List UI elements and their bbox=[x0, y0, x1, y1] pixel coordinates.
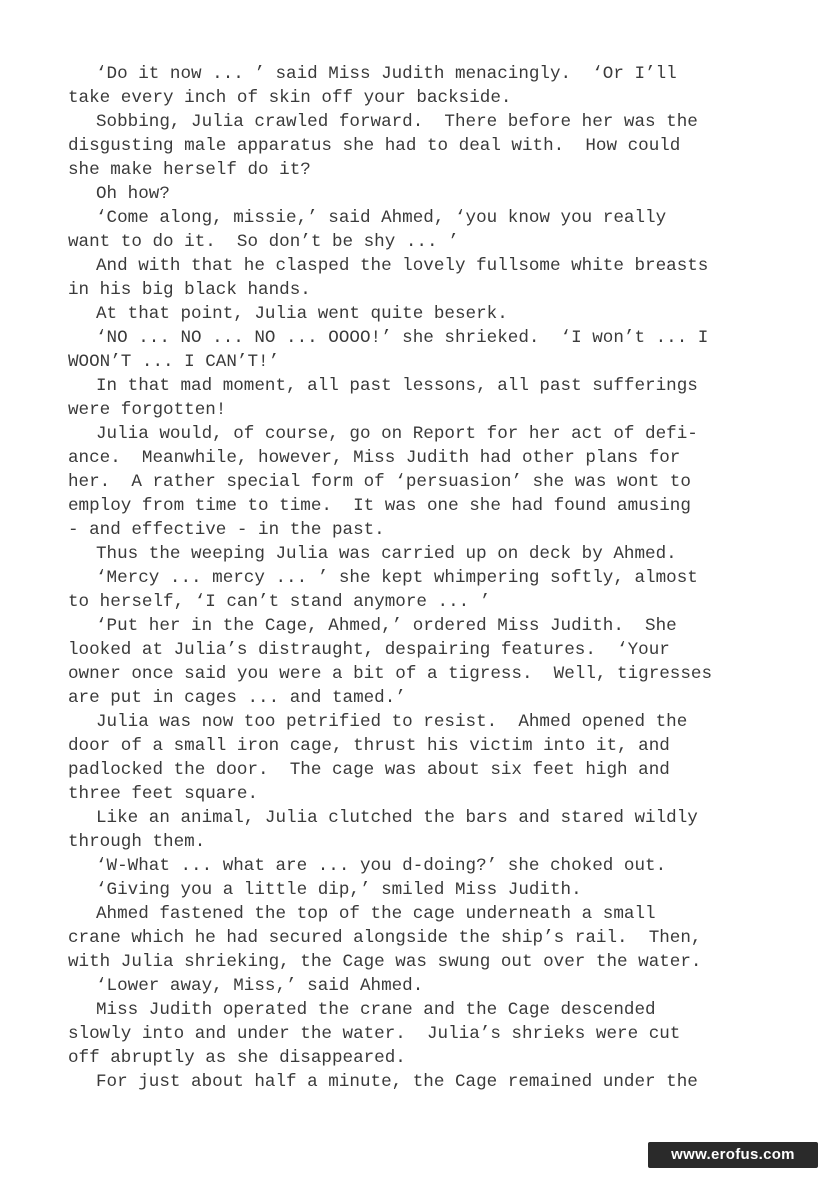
text-line: ‘Mercy ... mercy ... ’ she kept whimpering softly, almost bbox=[96, 568, 698, 588]
text-line: At that point, Julia went quite beserk. bbox=[96, 304, 508, 324]
text-line: door of a small iron cage, thrust his victim into it, and bbox=[68, 736, 670, 756]
text-line: Oh how? bbox=[96, 184, 170, 204]
text-line: Julia was now too petrified to resist. Ahmed opened the bbox=[96, 712, 688, 732]
watermark-text: www.erofus.com bbox=[671, 1146, 795, 1163]
text-line: to herself, ‘I can’t stand anymore ... ’ bbox=[68, 592, 491, 612]
text-line: Miss Judith operated the crane and the Cage descended bbox=[96, 1000, 656, 1020]
text-line: she make herself do it? bbox=[68, 160, 311, 180]
text-line: For just about half a minute, the Cage remained under the bbox=[96, 1072, 698, 1092]
text-line: And with that he clasped the lovely fullsome white breasts bbox=[96, 256, 709, 276]
watermark-badge[interactable] bbox=[648, 1142, 818, 1168]
text-line: owner once said you were a bit of a tigress. Well, tigresses bbox=[68, 664, 713, 684]
text-line: slowly into and under the water. Julia’s shrieks were cut bbox=[68, 1024, 681, 1044]
text-line: ‘Come along, missie,’ said Ahmed, ‘you know you really bbox=[96, 208, 667, 228]
text-line: Julia would, of course, go on Report for her act of defi- bbox=[96, 424, 698, 444]
text-line: - and effective - in the past. bbox=[68, 520, 385, 540]
text-line: take every inch of skin off your backside. bbox=[68, 88, 512, 108]
text-line: ance. Meanwhile, however, Miss Judith had other plans for bbox=[68, 448, 681, 468]
text-line: disgusting male apparatus she had to deal with. How could bbox=[68, 136, 681, 156]
text-line: were forgotten! bbox=[68, 400, 227, 420]
text-line: In that mad moment, all past lessons, all past sufferings bbox=[96, 376, 698, 396]
text-line: ‘Put her in the Cage, Ahmed,’ ordered Miss Judith. She bbox=[96, 616, 677, 636]
text-line: three feet square. bbox=[68, 784, 259, 804]
text-line: Like an animal, Julia clutched the bars and stared wildly bbox=[96, 808, 698, 828]
text-line: in his big black hands. bbox=[68, 280, 311, 300]
text-line: looked at Julia’s distraught, despairing features. ‘Your bbox=[68, 640, 670, 660]
text-line: ‘W-What ... what are ... you d-doing?’ she choked out. bbox=[96, 856, 667, 876]
text-line: padlocked the door. The cage was about six feet high and bbox=[68, 760, 670, 780]
text-line: are put in cages ... and tamed.’ bbox=[68, 688, 406, 708]
text-line: crane which he had secured alongside the ship’s rail. Then, bbox=[68, 928, 702, 948]
text-line: through them. bbox=[68, 832, 206, 852]
text-line: her. A rather special form of ‘persuasion’ she was wont to bbox=[68, 472, 691, 492]
text-line: WOON’T ... I CAN’T!’ bbox=[68, 352, 280, 372]
text-line: want to do it. So don’t be shy ... ’ bbox=[68, 232, 459, 252]
text-line: ‘NO ... NO ... NO ... OOOO!’ she shrieked. ‘I won’t ... I bbox=[96, 328, 709, 348]
text-line: Ahmed fastened the top of the cage underneath a small bbox=[96, 904, 656, 924]
text-line: ‘Do it now ... ’ said Miss Judith menacingly. ‘Or I’ll bbox=[96, 64, 677, 84]
text-line: Thus the weeping Julia was carried up on deck by Ahmed. bbox=[96, 544, 677, 564]
text-line: ‘Giving you a little dip,’ smiled Miss Judith. bbox=[96, 880, 582, 900]
text-line: Sobbing, Julia crawled forward. There before her was the bbox=[96, 112, 698, 132]
text-line: employ from time to time. It was one she had found amusing bbox=[68, 496, 691, 516]
text-line: ‘Lower away, Miss,’ said Ahmed. bbox=[96, 976, 424, 996]
text-line: with Julia shrieking, the Cage was swung out over the water. bbox=[68, 952, 702, 972]
text-line: off abruptly as she disappeared. bbox=[68, 1048, 406, 1068]
